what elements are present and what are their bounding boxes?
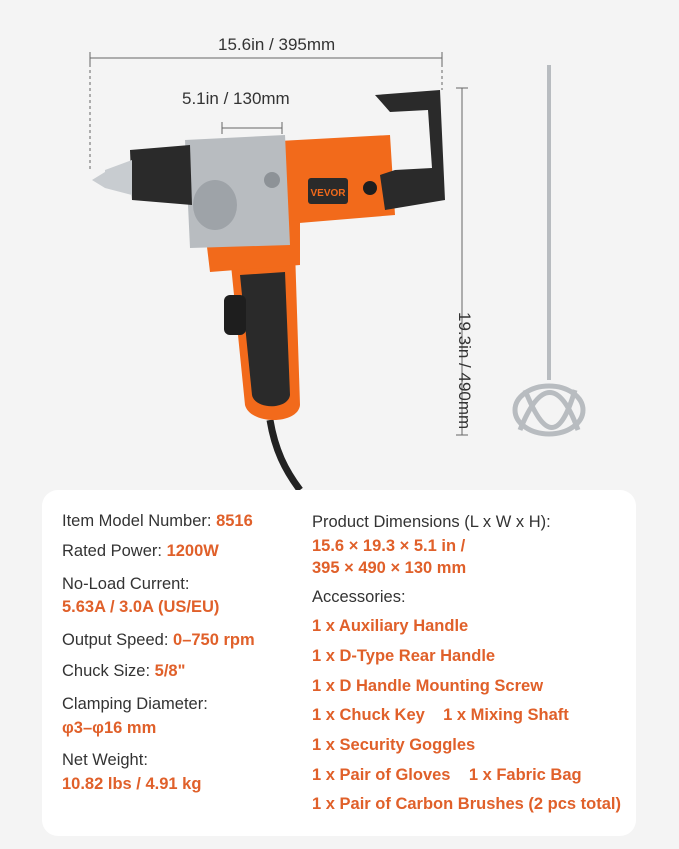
spec-net-weight-value [62, 774, 201, 794]
accessory-item: 1 x D Handle Mounting Screw [312, 677, 544, 695]
accessories-label: Accessories: [312, 588, 406, 606]
accessory-item: 1 x Security Goggles [312, 736, 476, 754]
spec-net-weight-label [62, 750, 148, 770]
chuck-width-dimension-label: 5.1in / 130mm [182, 89, 290, 108]
spec-chuck-size [62, 661, 185, 681]
product-dimensions-inches: 15.6 × 19.3 × 5.1 in / [312, 537, 466, 555]
spec-no-load-current-value [62, 597, 219, 617]
trigger [224, 295, 246, 335]
accessory-item: 1 x Pair of Gloves 1 x Fabric Bag [312, 766, 582, 784]
spec-rated-power [62, 541, 219, 561]
spec-value: 0–750 rpm [173, 631, 255, 649]
spec-clamping-diameter-value [62, 718, 156, 738]
spec-label: Item Model Number: [62, 512, 212, 530]
spec-value: 10.82 lbs / 4.91 kg [62, 775, 202, 793]
spec-value: 5.63A / 3.0A (US/EU) [62, 598, 220, 616]
spec-clamping-diameter-label [62, 694, 208, 714]
spec-output-speed [62, 630, 255, 650]
chuck-nose [92, 172, 105, 188]
product-dimensions-label: Product Dimensions (L x W x H): [312, 513, 551, 531]
spec-value: 1200W [166, 542, 219, 560]
accessory-item: 1 x Auxiliary Handle [312, 617, 469, 635]
spec-label: Output Speed: [62, 631, 169, 649]
chuck-tip [105, 160, 132, 195]
spec-label: Net Weight: [62, 751, 148, 769]
spec-value: 5/8" [154, 662, 186, 680]
power-cord [270, 420, 300, 490]
spec-model-number [62, 511, 253, 531]
spec-value: φ3–φ16 mm [62, 719, 157, 737]
brand-logo: VEVOR [310, 188, 346, 199]
specifications-card [42, 490, 636, 836]
spec-label: Rated Power: [62, 542, 162, 560]
spec-label: Clamping Diameter: [62, 695, 208, 713]
spec-value: 8516 [216, 512, 253, 530]
speed-dial [363, 181, 377, 195]
spec-label: No-Load Current: [62, 575, 190, 593]
mixing-paddle [515, 386, 583, 434]
spec-no-load-current-label [62, 574, 189, 594]
side-handle-mount [264, 172, 280, 188]
accessory-item: 1 x Pair of Carbon Brushes (2 pcs total) [312, 795, 621, 813]
chuck [130, 145, 192, 205]
accessory-item: 1 x D-Type Rear Handle [312, 647, 496, 665]
gear-head-boss [193, 180, 237, 230]
length-dimension-label: 15.6in / 395mm [218, 35, 336, 54]
height-dimension-label: 19.3in / 490mm [455, 312, 474, 430]
accessory-item: 1 x Chuck Key 1 x Mixing Shaft [312, 706, 569, 724]
product-dimensions-mm: 395 × 490 × 130 mm [312, 559, 467, 577]
spec-label: Chuck Size: [62, 662, 151, 680]
